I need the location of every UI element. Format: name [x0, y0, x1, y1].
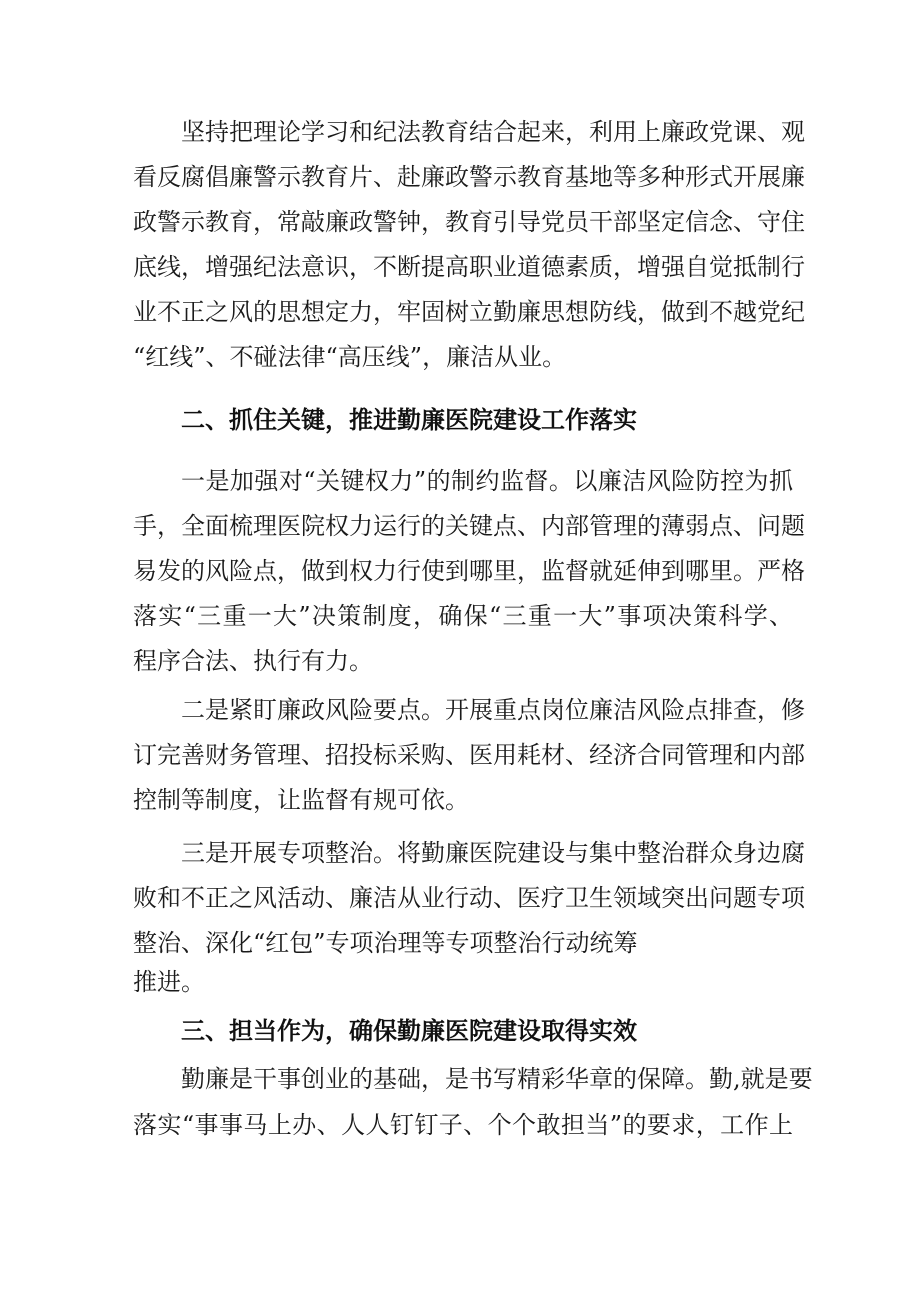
paragraph-line: 控制等制度，让监督有规可依。 [133, 786, 469, 814]
paragraph-line: 业不正之风的思想定力，牢固树立勤廉思想防线，做到不越党纪 [133, 298, 805, 326]
section-heading: 二、抓住关键，推进勤廉医院建设工作落实 [181, 406, 637, 434]
paragraph-line: 推进。 [133, 968, 205, 996]
paragraph-line: 一是加强对“关键权力”的制约监督。以廉洁风险防控为抓 [181, 467, 793, 495]
paragraph-line: 政警示教育，常敲廉政警钟，教育引导党员干部坚定信念、守住 [133, 208, 805, 236]
paragraph-line: 败和不正之风活动、廉洁从业行动、医疗卫生领域突出问题专项 [133, 884, 805, 912]
paragraph-line: 看反腐倡廉警示教育片、赴廉政警示教育基地等多种形式开展廉 [133, 163, 805, 191]
paragraph-line: 手，全面梳理医院权力运行的关键点、内部管理的薄弱点、问题 [133, 512, 805, 540]
section-heading: 三、担当作为，确保勤廉医院建设取得实效 [181, 1017, 637, 1045]
paragraph-line: 二是紧盯廉政风险要点。开展重点岗位廉洁风险点排查，修 [181, 696, 805, 724]
paragraph-line: 底线，增强纪法意识，不断提高职业道德素质，增强自觉抵制行 [133, 253, 805, 281]
paragraph-line: “红线”、不碰法律“高压线”，廉洁从业。 [133, 343, 567, 371]
paragraph-line: 落实“事事马上办、人人钉钉子、个个敢担当”的要求，工作上 [133, 1111, 793, 1139]
paragraph-line: 勤廉是干事创业的基础，是书写精彩华章的保障。勤,就是要 [181, 1065, 813, 1093]
paragraph-line: 整治、深化“红包”专项治理等专项整治行动统筹 [133, 929, 638, 957]
paragraph-line: 易发的风险点，做到权力行使到哪里，监督就延伸到哪里。严格 [133, 557, 805, 585]
paragraph-line: 三是开展专项整治。将勤廉医院建设与集中整治群众身边腐 [181, 839, 805, 867]
paragraph-line: 程序合法、执行有力。 [133, 647, 373, 675]
paragraph-line: 落实“三重一大”决策制度，确保“三重一大”事项决策科学、 [133, 602, 793, 630]
paragraph-line: 订完善财务管理、招投标采购、医用耗材、经济合同管理和内部 [133, 741, 805, 769]
paragraph-line: 坚持把理论学习和纪法教育结合起来，利用上廉政党课、观 [181, 118, 805, 146]
